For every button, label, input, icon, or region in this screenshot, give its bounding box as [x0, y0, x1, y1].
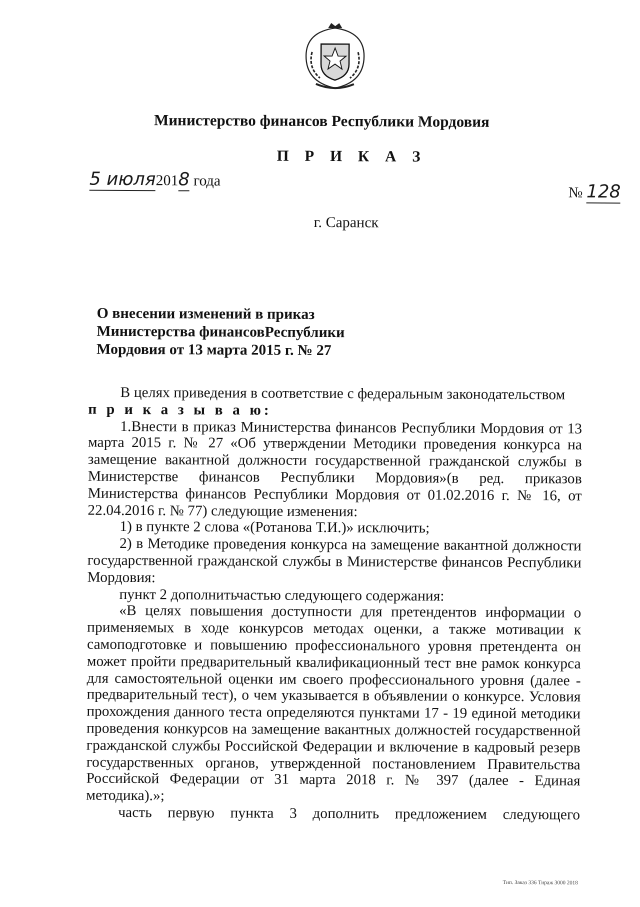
quoted-text: «В целях повышения доступности для претендентов информации о применяемых в ходе конкурсов методах оценки, а также мотивации к самоподготовке и повышению профессионального уровня претендента он может пройти предварительный квалификационный тест вне рамок конкурса для самостоятельной оценки им своего профессионального уровня (далее - предварительный тест), о чем указывается в объявлении о конкурсе. Условия прохождения данного теста определяются пунктами 17 - 19 единой методики проведения конкурсов на замещение вакантных должностей государственной гражданской службы Российской Федерации и включение в кадровый резерв государственных органов, утвержденной постановлением Правительства Российской Федерации от 31 марта 2018 г. № 397 (далее - Единая методика).»; [86, 603, 582, 805]
title-line: Мордовия от 13 марта 2015 г. № 27 [96, 341, 332, 360]
handwritten-number: 128 [586, 181, 621, 203]
date-suffix: года [193, 173, 221, 190]
order-date [89, 169, 220, 191]
title-line: О внесении изменений в приказ [96, 305, 315, 323]
order-body [86, 385, 582, 824]
coat-of-arms-emblem [298, 22, 372, 92]
order-word: п р и к а з ы в а ю: [88, 401, 272, 419]
handwritten-date: 5 июля [89, 168, 156, 191]
point-2-addition: пункт 2 дополнитьчастью следующего содержания: [119, 586, 445, 605]
ministry-name: Министерство финансов Республики Мордовия [153, 112, 490, 131]
handwritten-year-digit: 8 [178, 169, 190, 191]
document-type: П Р И К А З [276, 147, 427, 166]
item-1-paragraph: 1.Внести в приказ Министерства финансов Республики Мордовия от 13 марта 2015 г. № 27 «Об утверждении Методики проведения конкурса на замещение вакантной должности государственной гражданской службы в Министерстве финансов Республики Мордовия»(в ред. приказов Министерства финансов Республики Мордовия от 01.02.2016 г. № 16, от 22.04.2016 г. № 77) следующие изменения: [87, 418, 583, 520]
title-line: Министерства финансовРеспублики [96, 323, 345, 342]
intro-paragraph: В целях приведения в соответствие с федеральным законодательством [120, 384, 566, 404]
subitem-1: 1) в пункте 2 слова «(Ротанова Т.И.)» исключить; [119, 519, 430, 537]
order-number [568, 181, 621, 202]
order-title [96, 305, 396, 361]
year-prefix: 201 [155, 173, 179, 190]
number-sign: № [568, 185, 583, 202]
subitem-2: 2) в Методике проведения конкурса на замещение вакантной должности государственной гражданской службы в Министерстве финансов Республики Мордовия: [87, 536, 582, 586]
last-paragraph: часть первую пункта 3 дополнить предложением следующего [118, 804, 581, 824]
print-footer: Тип. Заказ 336 Тираж 3000 2018 [502, 879, 578, 887]
city: г. Саранск [313, 214, 379, 232]
